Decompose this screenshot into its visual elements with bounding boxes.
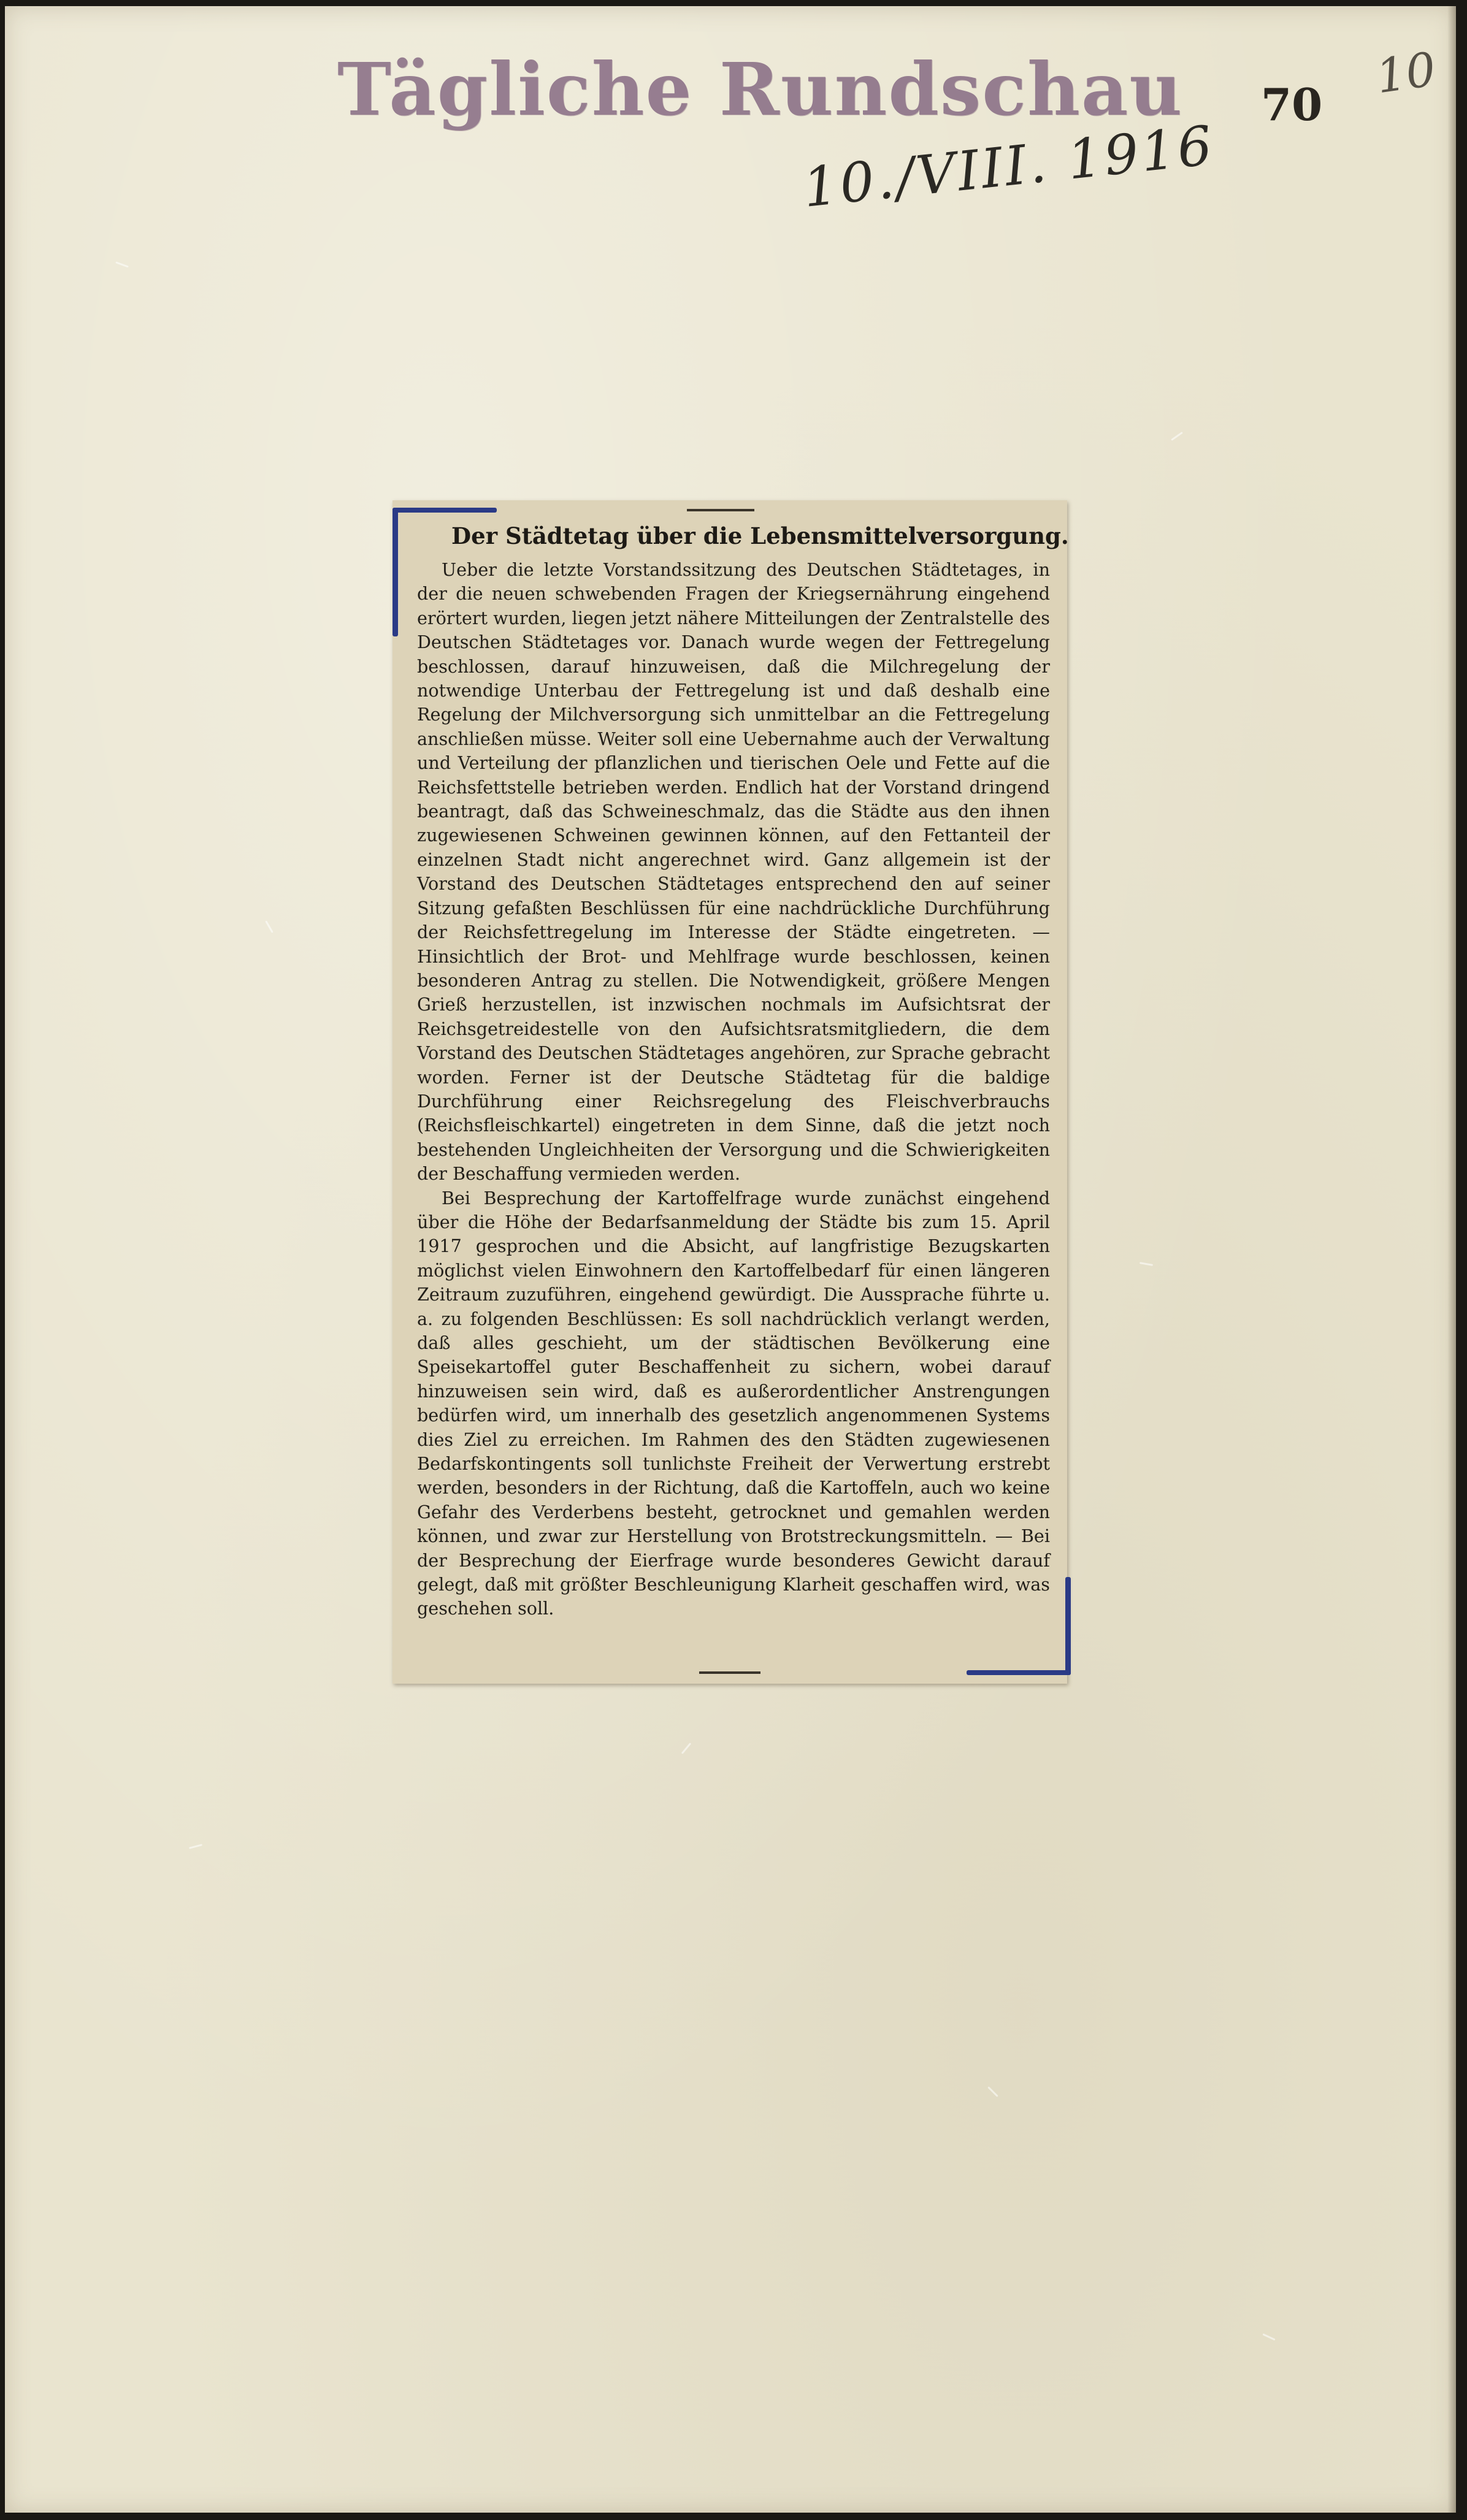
blue-pencil-mark-bottom xyxy=(967,1670,1071,1675)
article-paragraph: Bei Besprechung der Kartoffelfrage wurde zunächst eingehend über die Höhe der Bedarfsanmeldung der Städte bis zum 15. April 1917 gesprochen und die Absicht, auf langfristige Bezugskarten möglichst vielen Einwohnern den Kartoffelbedarf für einen längeren Zeitraum zuzuführen, eingehend gewürdigt. Die Aussprache führte u. a. zu folgenden Beschlüssen: Es soll nachdrücklich verlangt werden, daß alles geschieht, um der städtischen Bevölkerung eine Speisekartoffel guter Beschaffenheit zu sichern, wobei darauf hinzuweisen sein wird, daß es außerordentlicher Anstrengungen bedürfen wird, um innerhalb des gesetzlich angenommenen Systems dies Ziel zu erreichen. Im Rahmen des den Städten zugewiesenen Bedarfskontingents soll tunlichste Freiheit der Verwertung erstrebt werden, besonders in der Richtung, daß die Kartoffeln, auch wo keine Gefahr des Verderbens besteht, getrocknet und gemahlen werden können, und zwar zur Herstellung von Brotstreckungsmitteln. — Bei der Besprechung der Eierfrage wurde besonderes Gewicht darauf gelegt, daß mit größter Beschleunigung Klarheit geschaffen wird, was geschehen soll. xyxy=(417,1187,1050,1619)
article-paragraph: Ueber die letzte Vorstandssitzung des Deutschen Städtetages, in der die neuen schwebenden Fragen der Kriegsernährung eingehend erörtert wurden, liegen jetzt nähere Mitteilungen der Zentralstelle des Deutschen Städtetages vor. Danach wurde wegen der Fettregelung beschlossen, darauf hinzuweisen, daß die Milchregelung der notwendige Unterbau der Fettregelung ist und daß deshalb eine Regelung der Milchversorgung sich unmittelbar an die Fettregelung anschließen müsse. Weiter soll eine Uebernahme auch der Verwaltung und Verteilung der pflanzlichen und tierischen Oele und Fette auf die Reichsfettstelle betrieben werden. Endlich hat der Vorstand dringend beantragt, daß das Schweineschmalz, das die Städte aus den ihnen zugewiesenen Schweinen gewinnen können, auf den Fettanteil der einzelnen Stadt nicht angerechnet wird. Ganz allgemein ist der Vorstand des Deutschen Städtetages entsprechend den auf seiner Sitzung gefaßten Beschlüssen für eine nachdrückliche Durchführung der Reichsfettregelung im Interesse der Städte eingetreten. — Hinsichtlich der Brot- und Mehlfrage wurde beschlossen, keinen besonderen Antrag zu stellen. Die Notwendigkeit, größere Mengen Grieß herzustellen, ist inzwischen nochmals im Aufsichtsrat der Reichsgetreidestelle von den Aufsichtsratsmitgliedern, die dem Vorstand des Deutschen Städtetages angehören, zur Sprache gebracht worden. Ferner ist der Deutsche Städtetag für die baldige Durchführung einer Reichsregelung des Fleischverbrauchs (Reichsfleischkartel) eingetreten in dem Sinne, daß die jetzt noch bestehenden Ungleichheiten der Versorgung und die Schwierigkeiten der Beschaffung vermieden werden. xyxy=(417,559,1050,1185)
paper-fiber xyxy=(1262,2333,1275,2340)
newspaper-clipping xyxy=(393,500,1067,1684)
paper-fiber xyxy=(1171,432,1183,441)
paper-fiber xyxy=(115,261,129,267)
archive-sheet xyxy=(5,6,1456,2513)
blue-pencil-mark-left xyxy=(393,508,398,636)
paper-fiber xyxy=(1140,1262,1153,1266)
blue-pencil-mark-right xyxy=(1065,1577,1071,1675)
printed-folio-number: 70 xyxy=(1261,78,1323,131)
pencil-folio-number: 10 xyxy=(1373,41,1439,104)
handwritten-date: 10./VIII. 1916 xyxy=(800,113,1217,220)
article-body xyxy=(417,558,1050,1621)
paper-fiber xyxy=(681,1743,691,1754)
blue-pencil-mark-top xyxy=(393,508,497,513)
clipping-top-rule xyxy=(687,509,754,511)
paper-fiber xyxy=(265,920,274,933)
paper-fiber xyxy=(189,1844,202,1849)
newspaper-stamp: Tägliche Rundschau xyxy=(337,47,1184,132)
article-title: Der Städtetag über die Lebensmittelversorgung. xyxy=(451,522,1069,549)
paper-fiber xyxy=(987,2087,998,2098)
clipping-bottom-rule xyxy=(699,1671,760,1674)
sheet-edge-shadow xyxy=(1447,6,1456,2513)
